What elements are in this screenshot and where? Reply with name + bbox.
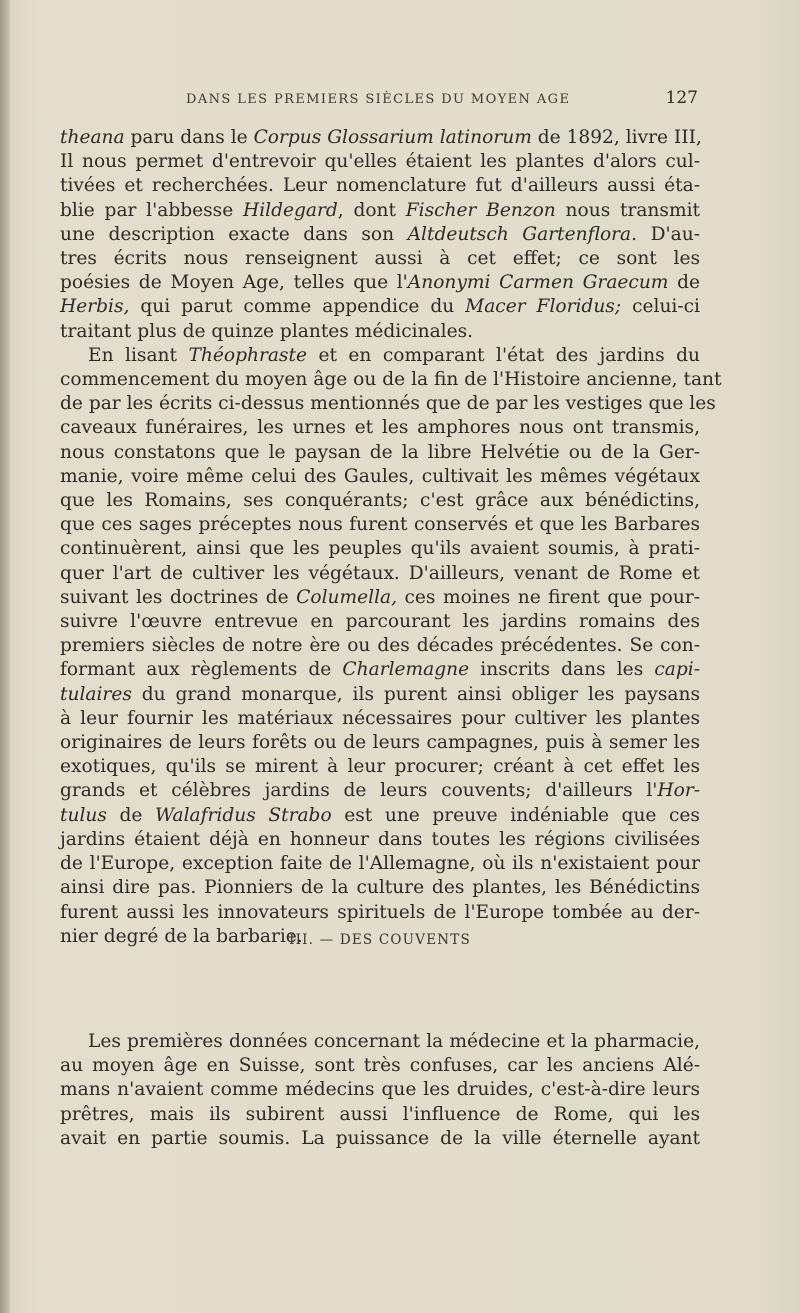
text-line: blie par l'abbesse Hildegard, dont Fischer Benzon nous transmit	[60, 199, 701, 221]
text-line: tulaires du grand monarque, ils purent ainsi obliger les paysans	[60, 683, 700, 705]
text-line: à leur fournir les matériaux nécessaires pour cultiver les plantes	[60, 707, 700, 729]
paragraph-3	[60, 1030, 700, 1151]
text-line: suivre l'œuvre entrevue en parcourant les jardins romains des	[60, 611, 700, 633]
text-line: Herbis, qui parut comme appendice du Macer Floridus; celui-ci	[60, 296, 701, 318]
running-head: DANS LES PREMIERS SIÈCLES DU MOYEN AGE	[186, 92, 571, 107]
text-line: prêtres, mais ils subirent aussi l'influence de Rome, qui les	[60, 1103, 700, 1125]
page-number: 127	[665, 88, 698, 108]
text-line: suivant les doctrines de Columella, ces moines ne firent que pour-	[60, 586, 700, 608]
text-line: avait en partie soumis. La puissance de la ville éternelle ayant	[60, 1127, 700, 1149]
body-text-continued	[60, 1030, 700, 1151]
body-text	[60, 126, 722, 949]
text-line: nier degré de la barbarie.	[60, 925, 303, 947]
text-line: theana paru dans le Corpus Glossarium latinorum de 1892, livre III,	[60, 127, 702, 148]
page-binding-edge	[0, 0, 10, 1313]
text-line: nous constatons que le paysan de la libre Helvétie ou de la Ger-	[60, 441, 700, 463]
page-header	[60, 88, 700, 112]
text-line: Il nous permet d'entrevoir qu'elles étaient les plantes d'alors cul-	[60, 151, 700, 173]
paragraph-1	[60, 126, 700, 344]
text-line: au moyen âge en Suisse, sont très confuses, car les anciens Alé-	[60, 1055, 700, 1077]
text-line: tres écrits nous renseignent aussi à cet effet; ce sont les	[60, 248, 700, 270]
section-heading: III. — DES COUVENTS	[289, 932, 471, 948]
text-line: que ces sages préceptes nous furent conservés et que les Barbares	[60, 514, 700, 536]
text-line: furent aussi les innovateurs spirituels de l'Europe tombée au der-	[60, 901, 700, 923]
text-line: ainsi dire pas. Pionniers de la culture des plantes, les Bénédictins	[60, 877, 700, 899]
text-line: de l'Europe, exception faite de l'Allemagne, où ils n'existaient pour	[60, 853, 700, 875]
text-line: premiers siècles de notre ère ou des décades précédentes. Se con-	[60, 635, 700, 657]
text-line: manie, voire même celui des Gaules, cultivait les mêmes végétaux	[60, 465, 700, 487]
text-line: de par les écrits ci-dessus mentionnés que de par les vestiges que les	[60, 393, 716, 415]
text-line: grands et célèbres jardins de leurs couvents; d'ailleurs l'Hor-	[60, 780, 700, 802]
text-line: originaires de leurs forêts ou de leurs campagnes, puis à semer les	[60, 732, 700, 754]
text-line: que les Romains, ses conquérants; c'est grâce aux bénédictins,	[60, 490, 700, 512]
text-line: quer l'art de cultiver les végétaux. D'ailleurs, venant de Rome et	[60, 562, 700, 584]
text-line: caveaux funéraires, les urnes et les amphores nous ont transmis,	[60, 417, 700, 439]
text-line: tulus de Walafridus Strabo est une preuve indéniable que ces	[60, 804, 700, 826]
text-line: une description exacte dans son Altdeutsch Gartenflora. D'au-	[60, 223, 700, 245]
paragraph-2	[60, 344, 722, 949]
text-line: tivées et recherchées. Leur nomenclature fut d'ailleurs aussi éta-	[60, 175, 700, 197]
text-line: commencement du moyen âge ou de la fin de l'Histoire ancienne, tant	[60, 369, 722, 391]
text-line: Les premières données concernant la médecine et la pharmacie,	[88, 1031, 700, 1052]
text-line: exotiques, qu'ils se mirent à leur procurer; créant à cet effet les	[60, 756, 700, 778]
text-line: continuèrent, ainsi que les peuples qu'ils avaient soumis, à prati-	[60, 538, 700, 560]
text-line: traitant plus de quinze plantes médicinales.	[60, 320, 474, 342]
text-line: poésies de Moyen Age, telles que l'Anonymi Carmen Graecum de	[60, 272, 700, 294]
text-line: jardins étaient déjà en honneur dans toutes les régions civilisées	[60, 828, 700, 850]
text-line: formant aux règlements de Charlemagne inscrits dans les capi-	[60, 659, 700, 681]
text-line: En lisant Théophraste et en comparant l'état des jardins du	[88, 344, 700, 366]
text-line: mans n'avaient comme médecins que les druides, c'est-à-dire leurs	[60, 1079, 700, 1101]
